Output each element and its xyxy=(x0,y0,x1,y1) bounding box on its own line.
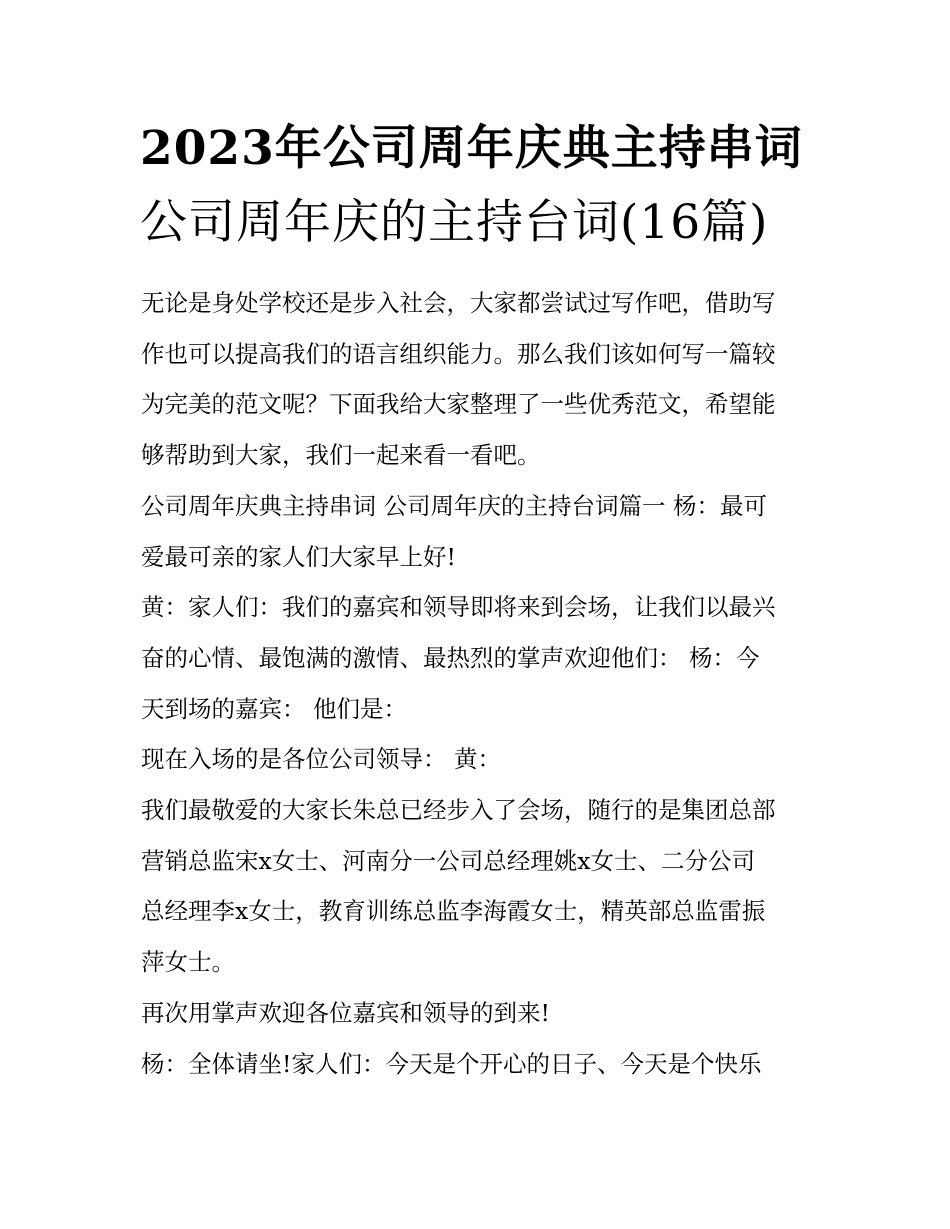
title-line-2: 公司周年庆的主持台词(16篇) xyxy=(140,195,769,250)
document-title xyxy=(140,112,820,260)
body-line: 爱最可亲的家人们大家早上好! xyxy=(141,542,456,571)
body-line: 再次用掌声欢迎各位嘉宾和领导的到来! xyxy=(141,998,550,1027)
body-line: 萍女士。 xyxy=(141,948,235,977)
body-line: 奋的心情、最饱满的激情、最热烈的掌声欢迎他们： 杨：今 xyxy=(141,643,760,672)
body-line: 营销总监宋x女士、河南分一公司总经理姚x女士、二分公司 xyxy=(141,846,756,875)
body-line: 够帮助到大家，我们一起来看一看吧。 xyxy=(141,441,541,470)
title-line-1: 2023年公司周年庆典主持串词 xyxy=(140,121,803,176)
body-line: 无论是身处学校还是步入社会，大家都尝试过写作吧，借助写 xyxy=(141,289,776,317)
body-line: 黄：家人们：我们的嘉宾和领导即将来到会场，让我们以最兴 xyxy=(141,593,776,622)
body-line: 公司周年庆典主持串词 公司周年庆的主持台词篇一 杨：最可 xyxy=(141,491,767,520)
body-line: 为完美的范文呢？下面我给大家整理了一些优秀范文，希望能 xyxy=(141,390,776,419)
body-line: 作也可以提高我们的语言组织能力。那么我们该如何写一篇较 xyxy=(141,339,776,368)
body-line: 天到场的嘉宾： 他们是： xyxy=(141,694,407,723)
body-line: 总经理李x女士，教育训练总监李海霞女士，精英部总监雷振 xyxy=(141,897,766,926)
document-body xyxy=(141,278,821,1089)
body-line: 现在入场的是各位公司领导： 黄： xyxy=(141,745,501,774)
body-line: 杨：全体请坐!家人们：今天是个开心的日子、今天是个快乐 xyxy=(141,1049,762,1078)
body-line: 我们最敬爱的大家长朱总已经步入了会场，随行的是集团总部 xyxy=(141,796,776,825)
